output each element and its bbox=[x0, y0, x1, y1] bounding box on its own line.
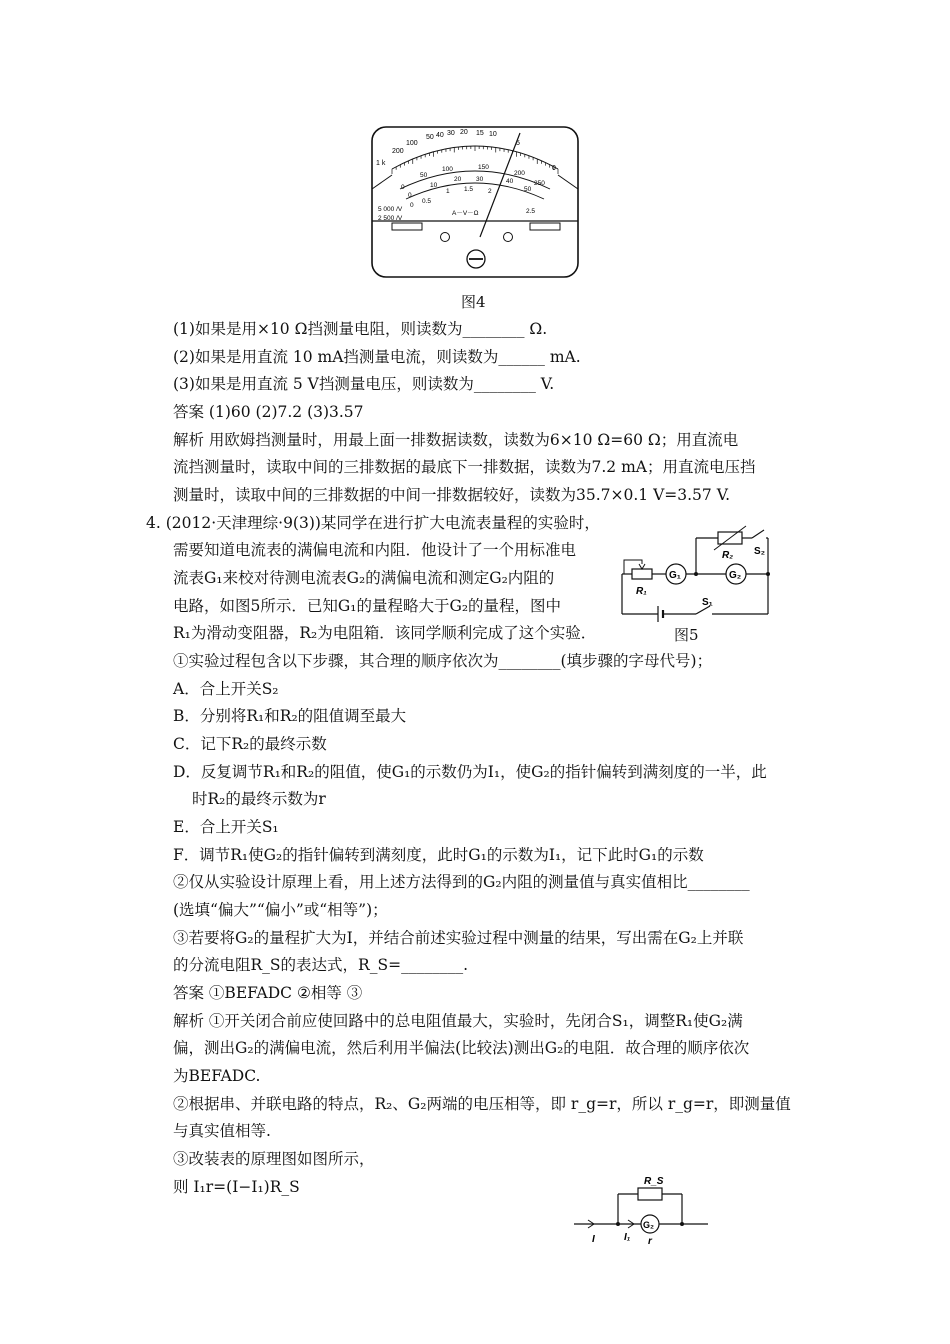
q4-sub1: ①实验过程包含以下步骤，其合理的顺序依次为________(填步骤的字母代号)； bbox=[173, 652, 713, 670]
q4-step-d2: 时R₂的最终示数为r bbox=[192, 790, 326, 808]
meter-label: A－V－Ω bbox=[452, 210, 479, 217]
q4-answer: 答案 ①BEFADC ②相等 ③ bbox=[173, 984, 363, 1002]
svg-text:R₁: R₁ bbox=[636, 586, 647, 597]
q4-sub3-b: 的分流电阻R_S的表达式，R_S=________. bbox=[173, 956, 468, 974]
svg-text:0: 0 bbox=[401, 184, 405, 191]
q4-analysis-5: 与真实值相等. bbox=[173, 1122, 271, 1140]
circuit-figure-5 bbox=[618, 514, 776, 626]
svg-text:20: 20 bbox=[454, 176, 462, 183]
svg-text:30: 30 bbox=[447, 130, 455, 137]
svg-text:150: 150 bbox=[478, 164, 489, 171]
svg-text:0.5: 0.5 bbox=[422, 198, 432, 205]
svg-text:S₁: S₁ bbox=[702, 597, 713, 608]
svg-text:1: 1 bbox=[446, 188, 450, 195]
q4-analysis-1: 解析 ①开关闭合前应使回路中的总电阻值最大，实验时，先闭合S₁，调整R₁使G₂满 bbox=[173, 1012, 743, 1030]
q4-line-4: 电路，如图5所示．已知G₁的量程略大于G₂的量程，图中 bbox=[173, 597, 562, 615]
q4-step-e: E．合上开关S₁ bbox=[173, 818, 279, 836]
q3-analysis-3: 测量时，读取中间的三排数据的中间一排数据较好，读数为35.7×0.1 V=3.57 V. bbox=[173, 486, 731, 504]
resistor-r1 bbox=[632, 569, 652, 579]
q4-heading: 4. (2012·天津理综·9(3))某同学在进行扩大电流表量程的实验时， bbox=[146, 514, 600, 532]
svg-text:I₁: I₁ bbox=[624, 1232, 631, 1243]
svg-text:5: 5 bbox=[516, 140, 520, 147]
svg-text:100: 100 bbox=[442, 166, 453, 173]
svg-text:10: 10 bbox=[430, 182, 438, 189]
q3-part3: (3)如果是用直流 5 V挡测量电压，则读数为________ V. bbox=[173, 375, 555, 393]
q3-analysis-2: 流挡测量时，读取中间的三排数据的最底下一排数据，读数为7.2 mA；用直流电压挡 bbox=[173, 458, 756, 476]
ohm-scale-label: 1 k bbox=[376, 160, 386, 167]
svg-text:0: 0 bbox=[408, 192, 412, 199]
svg-text:40: 40 bbox=[436, 132, 444, 139]
svg-text:40: 40 bbox=[506, 178, 514, 185]
figure-4-caption: 图4 bbox=[461, 293, 486, 311]
svg-text:r: r bbox=[648, 1236, 652, 1247]
svg-text:5 000 /V: 5 000 /V bbox=[378, 206, 403, 213]
q4-sub2-a: ②仅从实验设计原理上看，用上述方法得到的G₂内阻的测量值与真实值相比________ bbox=[173, 873, 750, 891]
q3-analysis-1: 解析 用欧姆挡测量时，用最上面一排数据读数，读数为6×10 Ω=60 Ω；用直流电 bbox=[173, 431, 739, 449]
q4-step-d1: D．反复调节R₁和R₂的阻值，使G₁的示数仍为I₁，使G₂的指针偏转到满刻度的一半，此 bbox=[173, 763, 767, 781]
svg-text:2.5: 2.5 bbox=[526, 208, 536, 215]
q4-analysis-4: ②根据串、并联电路的特点，R₂、G₂两端的电压相等，即 r_g=r，所以 r_g=r，即测量值 bbox=[173, 1095, 791, 1113]
q4-step-f: F．调节R₁使G₂的指针偏转到满刻度，此时G₁的示数为I₁，记下此时G₁的示数 bbox=[173, 846, 704, 864]
q4-analysis-6: ③改装表的原理图如图所示， bbox=[173, 1150, 375, 1168]
svg-text:G₁: G₁ bbox=[669, 570, 681, 581]
q4-line-5: R₁为滑动变阻器，R₂为电阻箱．该同学顺利完成了这个实验． bbox=[173, 624, 597, 642]
svg-text:50: 50 bbox=[420, 172, 428, 179]
svg-text:10: 10 bbox=[489, 131, 497, 138]
q4-analysis-7: 则 I₁r=(I−I₁)R_S bbox=[173, 1178, 300, 1196]
svg-text:200: 200 bbox=[392, 148, 404, 155]
svg-text:0: 0 bbox=[552, 165, 556, 172]
svg-text:2 500 /V: 2 500 /V bbox=[378, 215, 403, 222]
q4-line-3: 流表G₁来校对待测电流表G₂的满偏电流和测定G₂内阻的 bbox=[173, 569, 555, 587]
q4-analysis-2: 偏，测出G₂的满偏电流，然后利用半偏法(比较法)测出G₂的电阻．故合理的顺序依次 bbox=[173, 1039, 750, 1057]
svg-text:R_S: R_S bbox=[644, 1176, 664, 1187]
svg-text:250: 250 bbox=[534, 180, 545, 187]
q4-line-2: 需要知道电流表的满偏电流和内阻．他设计了一个用标准电 bbox=[173, 541, 577, 559]
q4-sub2-b: (选填“偏大”“偏小”或“相等”)； bbox=[173, 901, 388, 919]
multimeter-figure bbox=[370, 125, 582, 281]
svg-text:20: 20 bbox=[460, 129, 468, 136]
shunt-circuit-figure bbox=[572, 1170, 712, 1248]
svg-text:R₂: R₂ bbox=[722, 550, 734, 561]
svg-text:I: I bbox=[592, 1234, 595, 1245]
q3-part1: (1)如果是用×10 Ω挡测量电阻，则读数为________ Ω. bbox=[173, 320, 548, 338]
svg-text:0: 0 bbox=[410, 202, 414, 209]
svg-text:30: 30 bbox=[476, 176, 484, 183]
shunt-resistor bbox=[638, 1188, 662, 1200]
q4-step-c: C．记下R₂的最终示数 bbox=[173, 735, 327, 753]
svg-text:200: 200 bbox=[514, 170, 525, 177]
q3-answer: 答案 (1)60 (2)7.2 (3)3.57 bbox=[173, 403, 364, 421]
svg-text:G₂: G₂ bbox=[729, 570, 742, 581]
svg-text:S₂: S₂ bbox=[754, 546, 766, 557]
svg-text:50: 50 bbox=[426, 134, 434, 141]
svg-text:G₂: G₂ bbox=[643, 1220, 654, 1230]
svg-text:100: 100 bbox=[406, 140, 418, 147]
svg-text:2: 2 bbox=[488, 188, 492, 195]
svg-text:15: 15 bbox=[476, 130, 484, 137]
q4-step-a: A．合上开关S₂ bbox=[173, 680, 279, 698]
q4-sub3-a: ③若要将G₂的量程扩大为I，并结合前述实验过程中测量的结果，写出需在G₂上并联 bbox=[173, 929, 744, 947]
figure-5-caption: 图5 bbox=[674, 626, 699, 644]
svg-text:1.5: 1.5 bbox=[464, 186, 474, 193]
q4-step-b: B．分别将R₁和R₂的阻值调至最大 bbox=[173, 707, 407, 725]
svg-text:50: 50 bbox=[524, 186, 532, 193]
q3-part2: (2)如果是用直流 10 mA挡测量电流，则读数为______ mA. bbox=[173, 348, 581, 366]
q4-analysis-3: 为BEFADC. bbox=[173, 1067, 261, 1085]
